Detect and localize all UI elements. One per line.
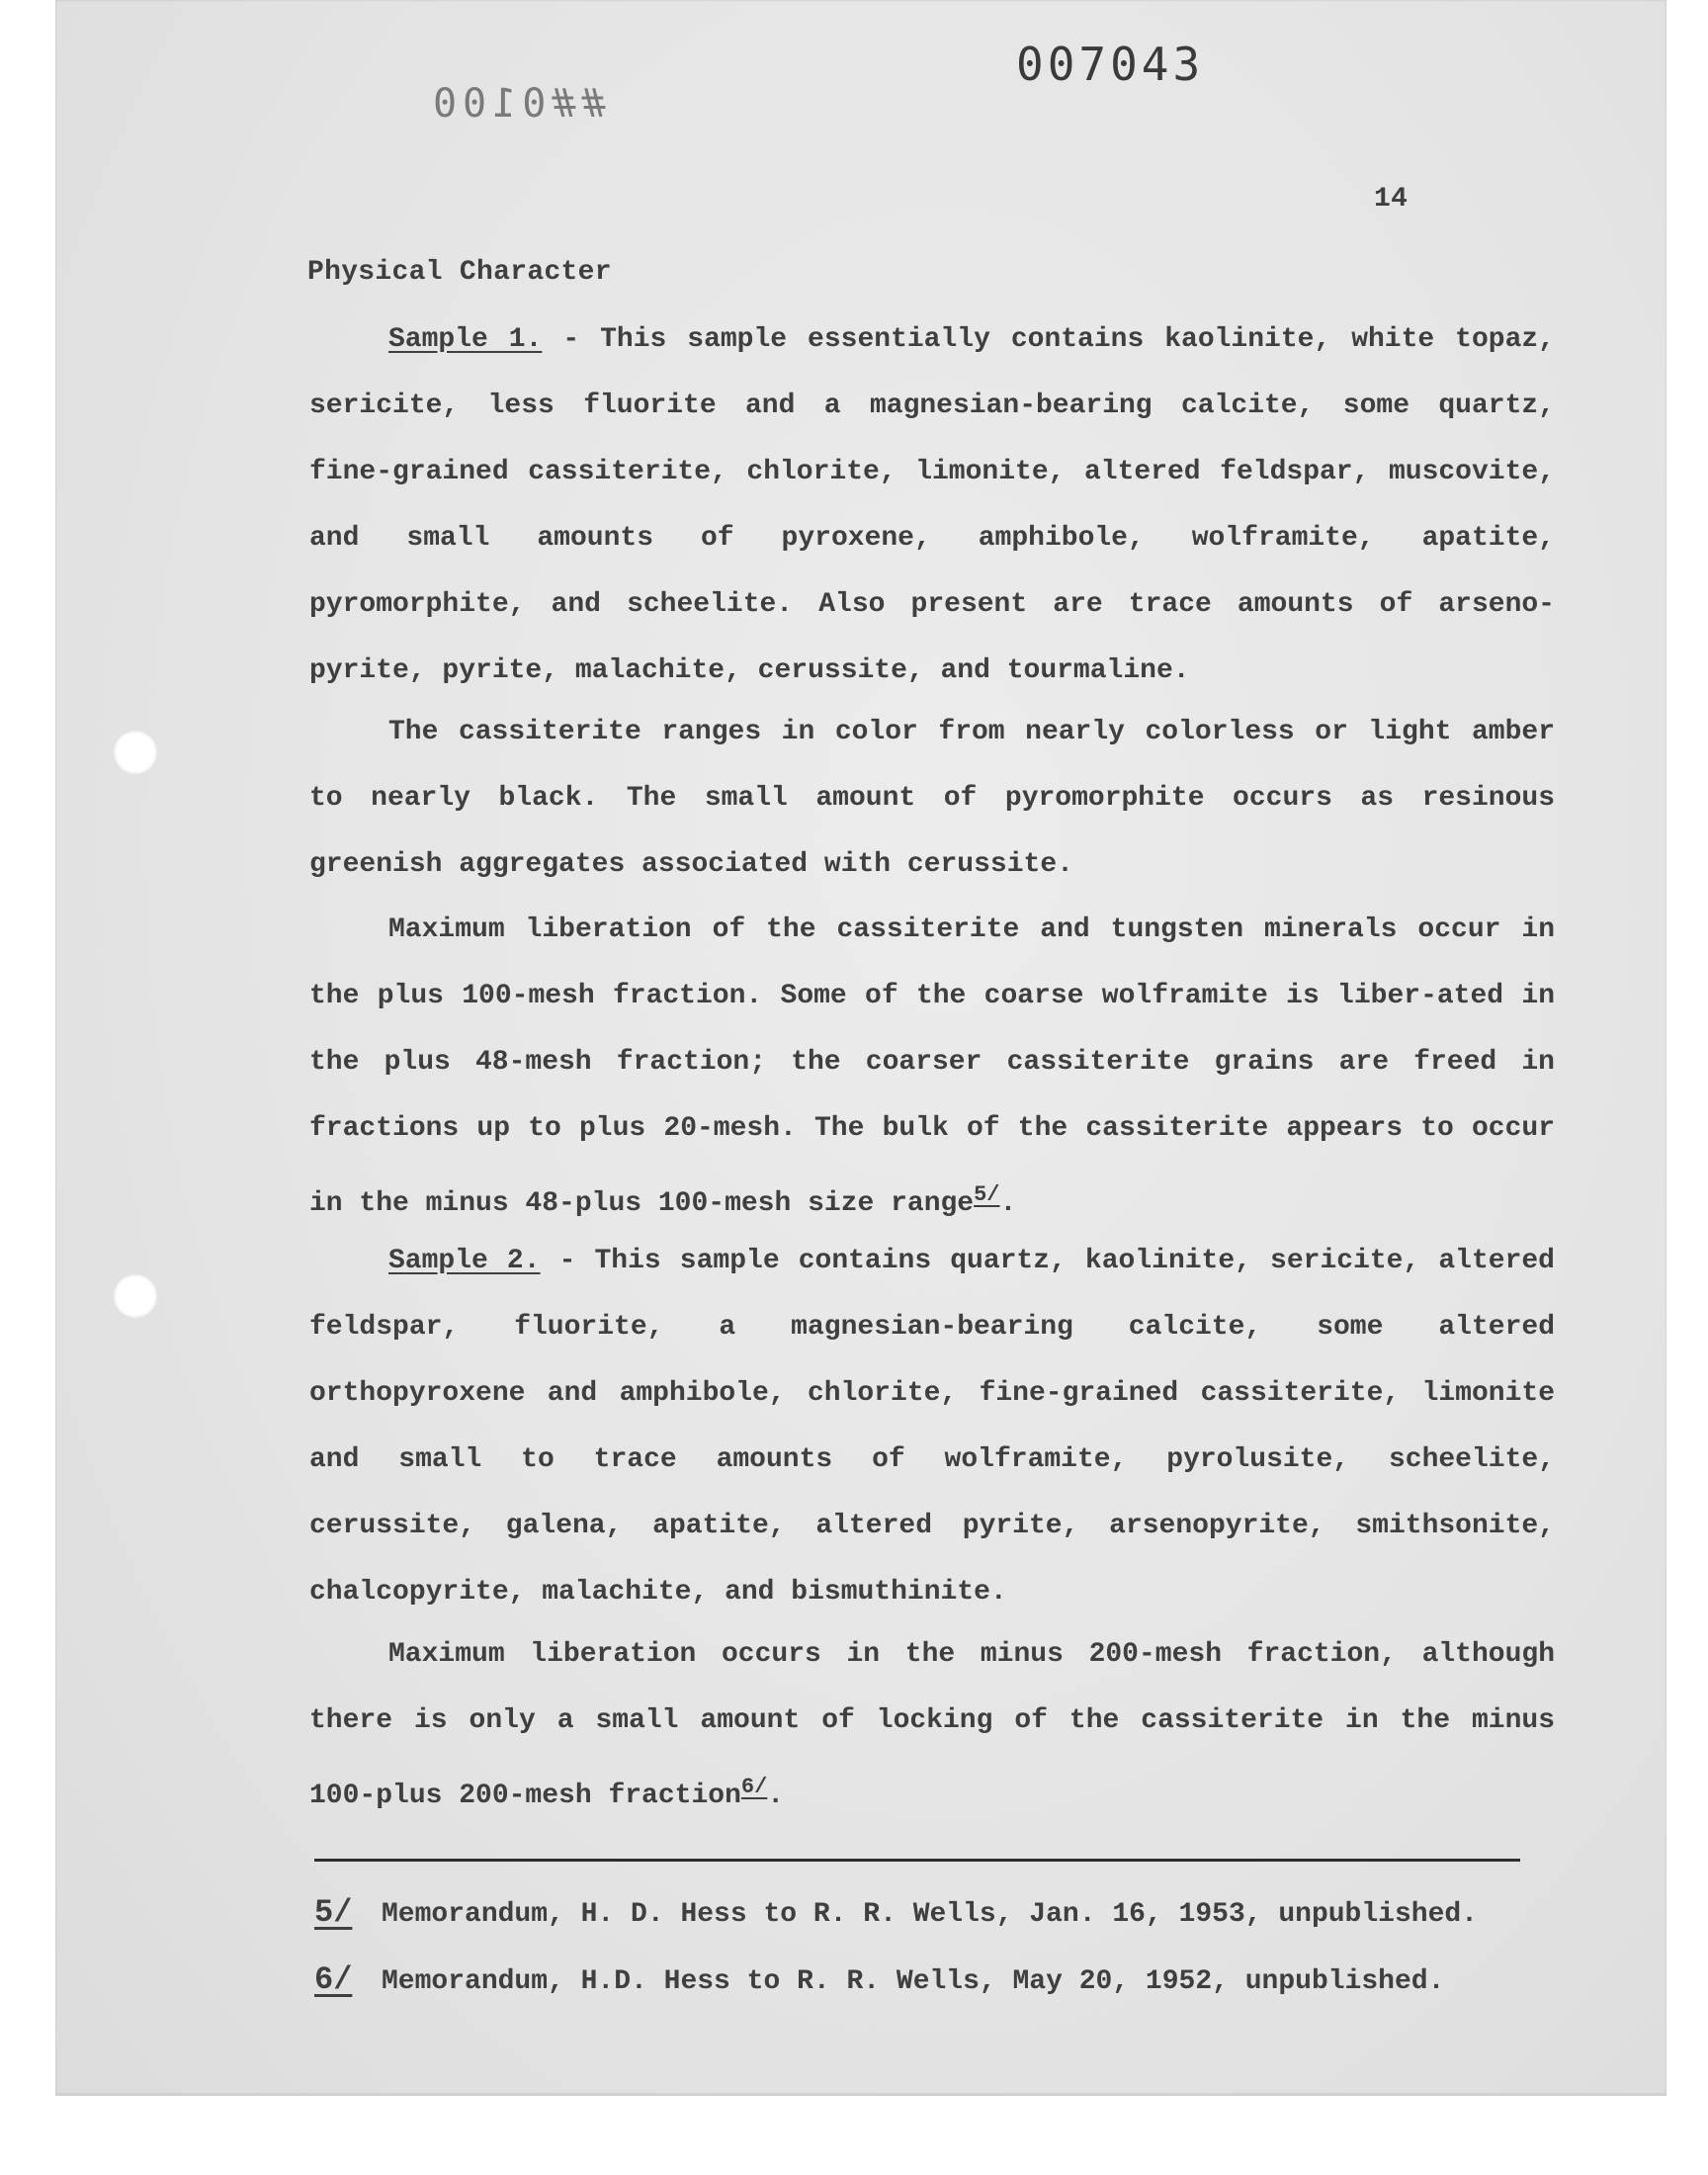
sample-2-text: - This sample contains quartz, kaolinite, sericite, altered feldspar, fluorite, a magnesian-bearing calcite, some altered orthopyroxene and amphibole, chlorite, fine-grained cassiterite, limonite and small to trace amounts of wolframite, pyrolusite, scheelite, cerussite, galena, apatite, altered pyrite, arsenopyrite, smithsonite, chalcopyrite, malachite, and bismuthinite. [309,1246,1555,1608]
liberation-paragraph-2 [309,1621,1555,1829]
liberation-1-end: . [999,1188,1017,1219]
punch-hole-bottom [113,1273,158,1319]
footnote-5-number: 5/ [314,1894,353,1931]
page-number: 14 [1374,184,1409,215]
sample-1-paragraph [309,306,1555,704]
sample-1-text: - This sample essentially contains kaolinite, white topaz, sericite, less fluorite and a magnesian-bearing calcite, some quartz, fine-grained cassiterite, chlorite, limonite, altered feldspar, muscovite, and small amounts of pyroxene, amphibole, wolframite, apatite, pyromorphite, and scheelite. Also present are trace amounts of arseno-pyrite, pyrite, malachite, cerussite, and tourmaline. [309,324,1555,686]
footnote-6-text: Memorandum, H.D. Hess to R. R. Wells, May 20, 1952, unpublished. [382,1966,1445,1997]
liberation-2-text: Maximum liberation occurs in the minus 200-mesh fraction, although there is only a small amount of locking of the cassiterite in the minus 100-plus 200-mesh fraction [309,1639,1555,1811]
document-number-stamp: 007043 [1016,38,1205,91]
section-heading: Physical Character [307,257,612,288]
footnote-ref-5: 5/ [974,1182,1000,1207]
sample-2-paragraph [309,1228,1555,1625]
footnote-6-number: 6/ [314,1961,353,1998]
punch-hole-top [113,730,158,775]
footnote-6 [314,1961,1444,1998]
sample-1-label: Sample 1. [388,324,543,355]
liberation-paragraph-1 [309,897,1555,1237]
cassiterite-color-paragraph: The cassiterite ranges in color from nearly colorless or light amber to nearly black. The small amount of pyromorphite occurs as resinous greenish aggregates associated with cerussite. [309,717,1555,880]
footnote-5-text: Memorandum, H. D. Hess to R. R. Wells, Jan. 16, 1953, unpublished. [382,1899,1478,1930]
liberation-1-text: Maximum liberation of the cassiterite and tungsten minerals occur in the plus 100-mesh fraction. Some of the coarse wolframite is liber-ated in the plus 48-mesh fraction; the coarser cassiterite grains are freed in fractions up to plus 20-mesh. The bulk of the cassiterite appears to occur in the minus 48-plus 100-mesh size range [309,914,1555,1219]
sample-2-label: Sample 2. [388,1246,541,1276]
faint-number-stamp: ##0100 [427,81,606,127]
footnote-divider [314,1859,1520,1862]
footnote-5 [314,1894,1478,1931]
liberation-2-end: . [767,1781,785,1811]
footnote-ref-6: 6/ [740,1775,768,1799]
